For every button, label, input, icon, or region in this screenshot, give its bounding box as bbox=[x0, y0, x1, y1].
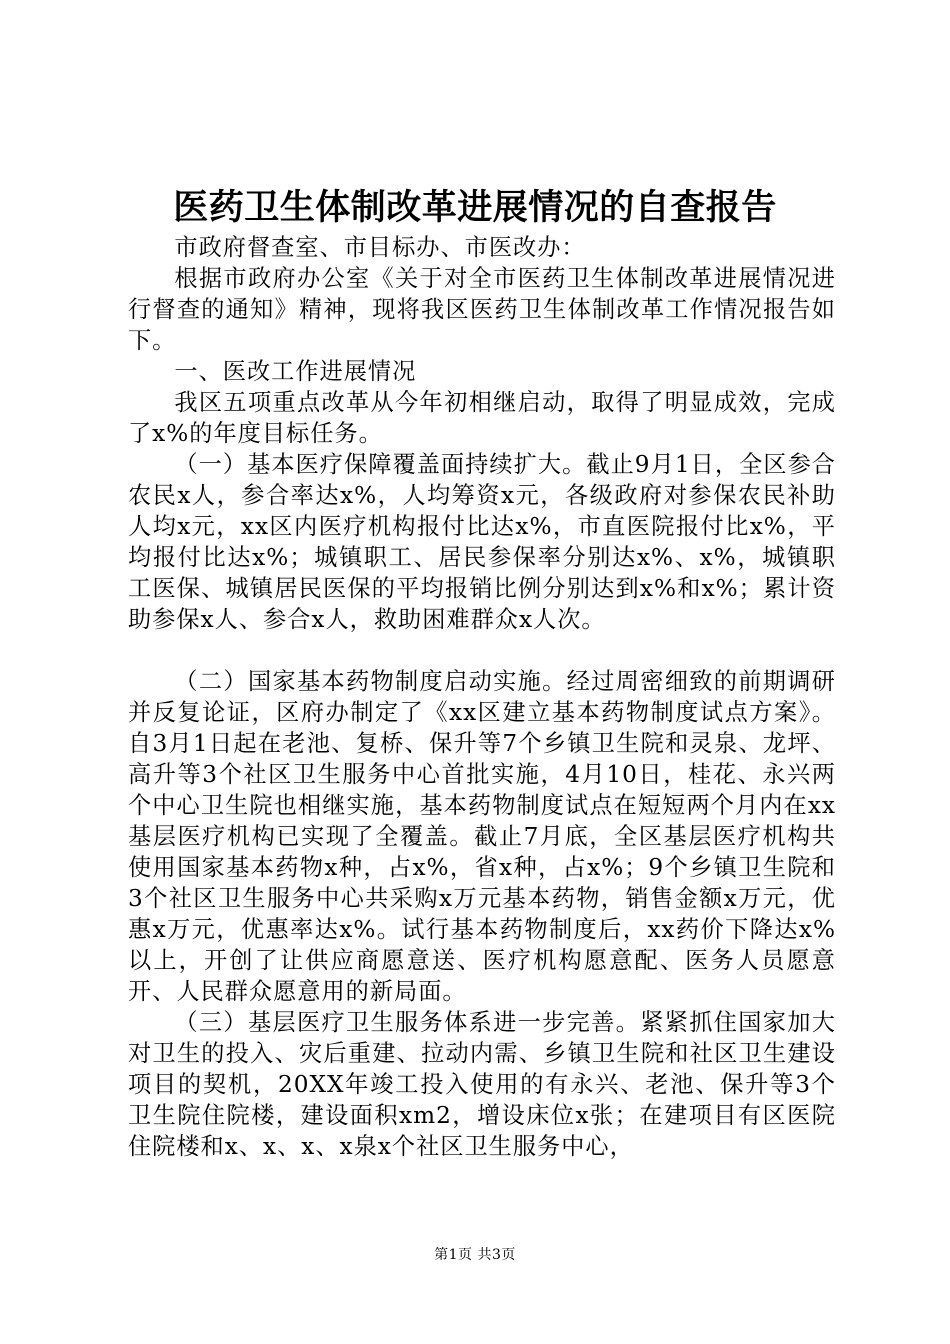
salutation: 市政府督查室、市目标办、市医改办： bbox=[174, 234, 586, 261]
paragraph-essential-drugs: （二）国家基本药物制度启动实施。经过周密细致的前期调研并反复论证，区府办制定了《xx区建立基本药物制度试点方案》。自3月1日起在老池、复桥、保升等7个乡镇卫生院和灵泉、龙坪、高升等3个社区卫生服务中心首批实施，4月10日，桂花、永兴两个中心卫生院也相继实施，基本药物制度试点在短短两个月内在xx基层医疗机构已实现了全覆盖。截止7月底，全区基层医疗机构共使用国家基本药物x种，占x%，省x种，占x%；9个乡镇卫生院和3个社区卫生服务中心共采购x万元基本药物，销售金额x万元，优惠x万元，优惠率达x%。试行基本药物制度后，xx药价下降达x%以上，开创了让供应商愿意送、医疗机构愿意配、医务人员愿意开、人民群众愿意用的新局面。 bbox=[128, 668, 836, 1005]
section-heading: 一、医改工作进展情况 bbox=[174, 358, 417, 385]
document-body bbox=[128, 232, 836, 1162]
paragraph-insurance: （一）基本医疗保障覆盖面持续扩大。截止9月1日，全区参合农民x人，参合率达x%，人均筹资x元，各级政府对参保农民补助人均x元，xx区内医疗机构报付比达x%，市直医院报付比x%，平均报付比达x%；城镇职工、居民参保率分别达x%、x%，城镇职工医保、城镇居民医保的平均报销比例分别达到x%和x%；累计资助参保x人、参合x人，救助困难群众x人次。 bbox=[128, 451, 836, 633]
intro-paragraph: 根据市政府办公室《关于对全市医药卫生体制改革进展情况进行督查的通知》精神，现将我区医药卫生体制改革工作情况报告如下。 bbox=[128, 265, 836, 354]
paragraph-service-system: （三）基层医疗卫生服务体系进一步完善。紧紧抓住国家加大对卫生的投入、灾后重建、拉动内需、乡镇卫生院和社区卫生建设项目的契机，20XX年竣工投入使用的有永兴、老池、保升等3个卫生院住院楼，建设面积xm2，增设床位x张；在建项目有区医院住院楼和x、x、x、x泉x个社区卫生服务中心， bbox=[128, 1009, 836, 1160]
summary-paragraph: 我区五项重点改革从今年初相继启动，取得了明显成效，完成了x%的年度目标任务。 bbox=[128, 389, 836, 447]
document-title: 医药卫生体制改革进展情况的自查报告 bbox=[173, 187, 777, 228]
page-indicator: 第1页 共3页 bbox=[434, 1247, 516, 1263]
